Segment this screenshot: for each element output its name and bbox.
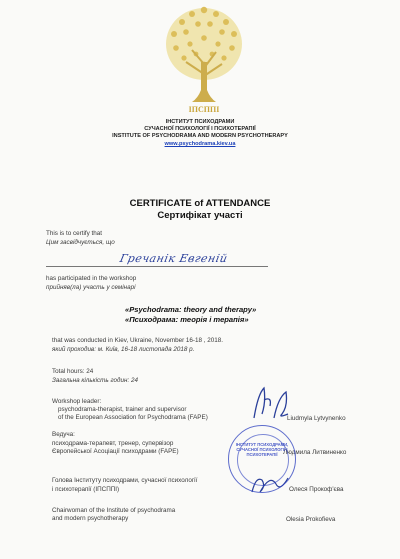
leader-role-ua-2: Європейської Асоціації психодрами (FAPE) (52, 448, 179, 455)
leader-role-en-1: psychodrama-therapist, trainer and supervisor (58, 406, 187, 413)
participated-ua: прийняв(ла) участь у семінарі (46, 284, 136, 291)
certify-en: This is to certify that (46, 230, 102, 237)
total-hours-en: Total hours: 24 (52, 368, 94, 375)
chairman-en-2: and modern psychotherapy (52, 515, 129, 522)
stamp-text: ІНСТИТУТ ПСИХОДРАМИ, СУЧАСНОЇ ПСИХОЛОГІЇ І ПСИХОТЕРАПІЇ (235, 442, 289, 458)
chairman-ua-2: і психотерапії (ІПСППІ) (52, 486, 120, 493)
chairman-ua-1: Голова Інституту психодрами, сучасної психології (52, 477, 198, 484)
institute-en: INSTITUTE OF PSYCHODRAMA AND MODERN PSYCHOTHERAPY (112, 133, 288, 139)
conducted-ua: який проходив: м. Київ, 16-18 листопада 2018 р. (52, 346, 195, 353)
chairman-en-1: Chairwoman of the Institute of psychodrama (52, 507, 176, 514)
name-underline (46, 266, 268, 267)
participated-en: has participated in the workshop (46, 275, 137, 282)
institute-ua-line1: ІНСТИТУТ ПСИХОДРАМИ (165, 119, 235, 125)
leader-role-ua-1: психодрама-терапевт, тренер, супервізор (52, 440, 174, 447)
conducted-en: that was conducted in Kiev, Ukraine, November 16-18 , 2018. (52, 337, 224, 344)
institute-stamp (228, 425, 296, 493)
website-link[interactable]: www.psychodrama.kiev.ua (164, 141, 236, 147)
participant-name-handwritten: Гречанік Евгеній (118, 252, 229, 265)
title-ua: Сертифікат участі (157, 210, 243, 221)
leader-name-en: Liudmyla Lytvynenko (287, 415, 346, 422)
leader-label-en: Workshop leader: (52, 398, 102, 405)
leader-name-ua: Людмила Литвиненко (283, 449, 347, 456)
title-en: CERTIFICATE of ATTENDANCE (129, 198, 271, 209)
workshop-title-ua: «Психодрама: теорія і терапія» (125, 315, 249, 324)
leader-role-en-2: of the European Association for Psychodrama (FAPE) (58, 414, 208, 421)
certify-ua: Цим засвідчується, що (46, 239, 115, 246)
leader-signature (248, 384, 294, 422)
leader-label-ua: Ведуча: (52, 431, 75, 438)
tree-logo-icon (162, 2, 246, 120)
chairman-name-en: Olesia Prokofieva (286, 516, 336, 523)
institute-ua-line2: СУЧАСНОЇ ПСИХОЛОГІЇ І ПСИХОТЕРАПІЇ (144, 126, 256, 132)
logo-text: ІПСППІ (188, 105, 220, 114)
total-hours-ua: Загальна кількість годин: 24 (52, 377, 138, 384)
chairman-name-ua: Олеся Прокоф'єва (289, 486, 344, 493)
workshop-title-en: «Psychodrama: theory and therapy» (125, 305, 257, 314)
